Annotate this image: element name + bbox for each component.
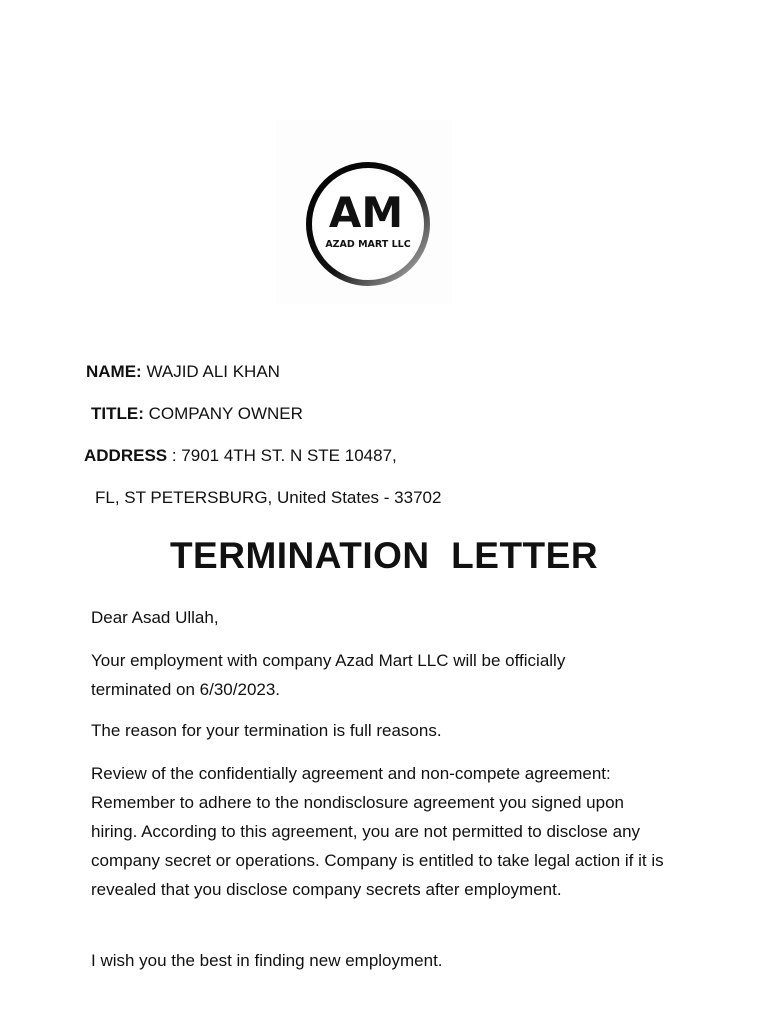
address-label: ADDRESS: [84, 446, 168, 465]
address-line-1: : 7901 4TH ST. N STE 10487,: [167, 446, 397, 465]
paragraph-reason: The reason for your termination is full reasons.: [91, 721, 442, 740]
greeting: Dear Asad Ullah,: [91, 608, 219, 627]
logo-emblem: [276, 120, 452, 304]
name-label: NAME:: [86, 362, 142, 381]
closing-line: I wish you the best in finding new employment.: [91, 951, 443, 970]
recipient-title-line: [91, 403, 303, 425]
logo-initials: AM: [328, 188, 404, 237]
title-label: TITLE:: [91, 404, 144, 423]
title-value: COMPANY OWNER: [143, 404, 303, 423]
address-line-2: FL, ST PETERSBURG, United States - 33702: [95, 488, 442, 507]
recipient-address-line: [84, 445, 397, 467]
recipient-name-line: [86, 361, 280, 383]
document-title: TERMINATION LETTER: [169, 535, 599, 576]
logo-company-name: AZAD MART LLC: [325, 239, 411, 250]
company-logo: [276, 120, 452, 304]
name-value: WAJID ALI KHAN: [141, 362, 280, 381]
paragraph-confidentiality: Review of the confidentially agreement and non-compete agreement: Remember to adhere to the nondisclosure agreement you signed upon hiring. According to this agreement, you are not permitted to disclose any company secret or operations. Company is entitled to take legal action if it is revealed that you disclose company secrets after employment.: [91, 764, 664, 899]
paragraph-termination-date: Your employment with company Azad Mart LLC will be officially terminated on 6/30/2023.: [91, 651, 566, 699]
